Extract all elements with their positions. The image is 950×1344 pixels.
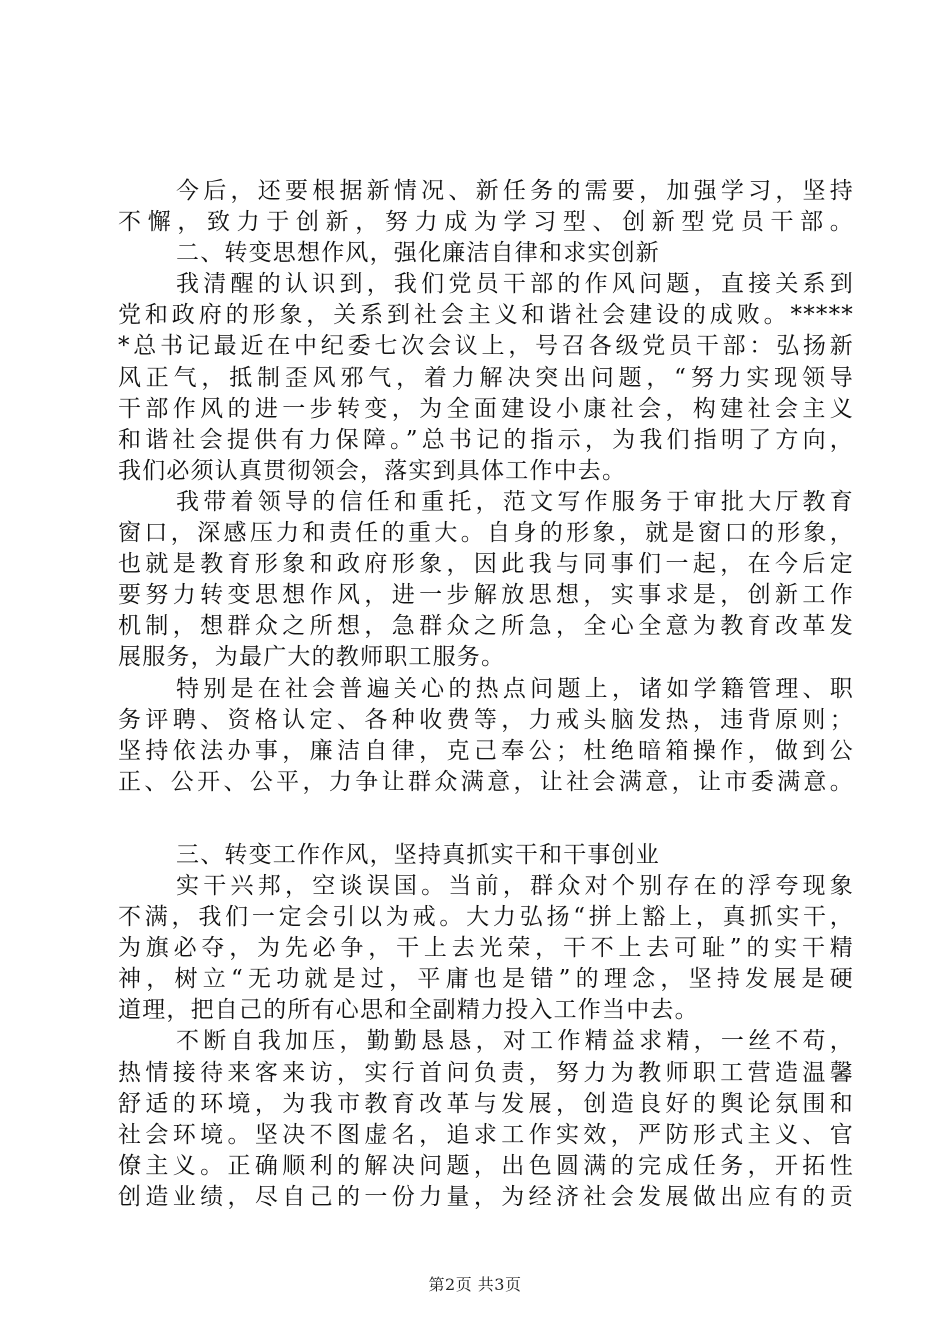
paragraph-line: 僚主义。正确顺利的解决问题，出色圆满的完成任务，开拓性 bbox=[118, 1152, 854, 1179]
section-heading: 二、转变思想作风，强化廉洁自律和求实创新 bbox=[176, 240, 660, 267]
paragraph-line: 不满，我们一定会引以为戒。大力弘扬“拼上豁上，真抓实干， bbox=[118, 904, 854, 931]
paragraph-line: 道理，把自己的所有心思和全副精力投入工作当中去。 bbox=[118, 997, 699, 1024]
paragraph-line: 实干兴邦，空谈误国。当前，群众对个别存在的浮夸现象 bbox=[176, 872, 854, 899]
paragraph-line: 正、公开、公平，力争让群众满意，让社会满意，让市委满意。 bbox=[118, 768, 854, 795]
paragraph-line: 今后，还要根据新情况、新任务的需要，加强学习，坚持 bbox=[176, 178, 854, 204]
paragraph-line: 创造业绩，尽自己的一份力量，为经济社会发展做出应有的贡 bbox=[118, 1183, 854, 1210]
paragraph-line: 务评聘、资格认定、各种收费等，力戒头脑发热，违背原则； bbox=[118, 706, 854, 733]
paragraph-line: 机制，想群众之所想，急群众之所急，全心全意为教育改革发 bbox=[118, 613, 854, 640]
document-body bbox=[118, 176, 854, 1213]
paragraph-line: 风正气，抵制歪风邪气，着力解决突出问题，“努力实现领导 bbox=[118, 364, 854, 391]
paragraph-line: 展服务，为最广大的教师职工服务。 bbox=[118, 644, 506, 671]
section-gap bbox=[118, 798, 854, 840]
paragraph-line: 不断自我加压，勤勤恳恳，对工作精益求精，一丝不苟， bbox=[176, 1028, 854, 1055]
paragraph-line: 热情接待来客来访，实行首问负责，努力为教师职工营造温馨 bbox=[118, 1059, 854, 1086]
paragraph-line: 坚持依法办事，廉洁自律，克己奉公；杜绝暗箱操作，做到公 bbox=[118, 737, 854, 764]
paragraph-line: 神，树立“无功就是过，平庸也是错”的理念，坚持发展是硬 bbox=[118, 966, 854, 993]
paragraph-line: 舒适的环境，为我市教育改革与发展，创造良好的舆论氛围和 bbox=[118, 1090, 854, 1117]
section-heading: 三、转变工作作风，坚持真抓实干和干事创业 bbox=[176, 841, 660, 868]
paragraph-line: 也就是教育形象和政府形象，因此我与同事们一起，在今后定 bbox=[118, 551, 854, 578]
paragraph-line: 我带着领导的信任和重托，范文写作服务于审批大厅教育 bbox=[176, 488, 854, 515]
paragraph-line: 我清醒的认识到，我们党员干部的作风问题，直接关系到 bbox=[176, 271, 854, 298]
paragraph-line: 干部作风的进一步转变，为全面建设小康社会，构建社会主义 bbox=[118, 395, 854, 422]
paragraph-line: *总书记最近在中纪委七次会议上，号召各级党员干部：弘扬新 bbox=[118, 333, 854, 360]
paragraph-line: 我们必须认真贯彻领会，落实到具体工作中去。 bbox=[118, 457, 627, 484]
paragraph-line: 要努力转变思想作风，进一步解放思想，实事求是，创新工作 bbox=[118, 582, 854, 609]
paragraph-line: 不懈，致力于创新，努力成为学习型、创新型党员干部。 bbox=[118, 209, 854, 236]
paragraph-line: 党和政府的形象，关系到社会主义和谐社会建设的成败。***** bbox=[118, 302, 854, 329]
paragraph-line: 窗口，深感压力和责任的重大。自身的形象，就是窗口的形象， bbox=[118, 520, 854, 547]
paragraph-line: 社会环境。坚决不图虚名，追求工作实效，严防形式主义、官 bbox=[118, 1121, 854, 1148]
paragraph-line: 和谐社会提供有力保障。”总书记的指示，为我们指明了方向， bbox=[118, 426, 854, 453]
paragraph-line: 为旗必夺，为先必争，干上去光荣，干不上去可耻”的实干精 bbox=[118, 935, 854, 962]
page-number-footer: 第2页 共3页 bbox=[428, 1275, 522, 1294]
paragraph-line: 特别是在社会普遍关心的热点问题上，诸如学籍管理、职 bbox=[176, 675, 854, 702]
